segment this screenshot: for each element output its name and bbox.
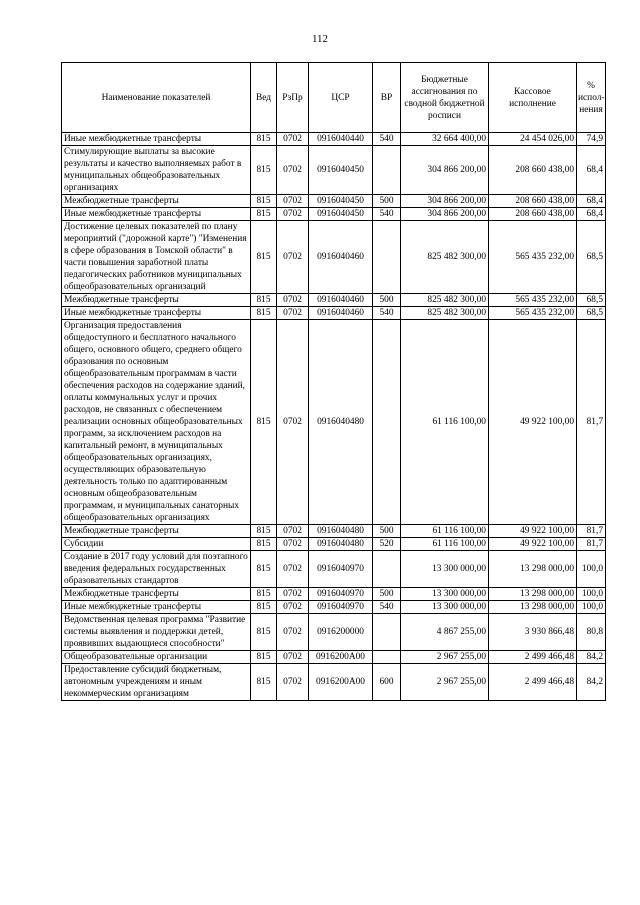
row-csr: 0916040440 [309, 133, 373, 146]
row-csr: 0916200000 [309, 614, 373, 651]
header-vr: ВР [373, 63, 401, 133]
row-csr: 0916040480 [309, 538, 373, 551]
row-name: Организация предоставления общедоступного и бесплатного начального общего, основного общего, среднего общего образования по основным общеобразовательным программам в части обеспечения расходов на содержание зданий, оплаты коммунальных услуг и прочих расходов, не связанных с обеспечением реализации основных общеобразовательных программ, за исключением расходов на капитальный ремонт, в муниципальных общеобразовательных организациях, осуществляющих образовательную деятельность только по адаптированным основным общеобразовательным программам, и муниципальных санаторных общеобразовательных организациях [62, 320, 251, 525]
table-row [62, 208, 606, 221]
table-row [62, 551, 606, 588]
row-name: Иные межбюджетные трансферты [62, 133, 251, 146]
row-budget: 61 116 100,00 [401, 320, 489, 525]
row-name: Стимулирующие выплаты за высокие результаты и качество выполняемых работ в муниципальных общеобразовательных организациях [62, 146, 251, 195]
row-vr [373, 146, 401, 195]
row-cash: 13 298 000,00 [489, 551, 577, 588]
row-ved: 815 [251, 195, 277, 208]
row-ved: 815 [251, 601, 277, 614]
row-budget: 825 482 300,00 [401, 294, 489, 307]
header-ved: Вед [251, 63, 277, 133]
table-row [62, 588, 606, 601]
row-ved: 815 [251, 651, 277, 664]
row-cash: 2 499 466,48 [489, 664, 577, 701]
row-ved: 815 [251, 538, 277, 551]
row-cash: 2 499 466,48 [489, 651, 577, 664]
table-row [62, 320, 606, 525]
row-vr: 540 [373, 601, 401, 614]
row-ved: 815 [251, 664, 277, 701]
row-pct: 81,7 [577, 538, 606, 551]
row-vr: 500 [373, 588, 401, 601]
row-cash: 208 660 438,00 [489, 146, 577, 195]
row-budget: 825 482 300,00 [401, 307, 489, 320]
table-row [62, 221, 606, 294]
row-ved: 815 [251, 133, 277, 146]
row-name: Достижение целевых показателей по плану мероприятий ("дорожной карте") "Изменения в сфере образования в Томской области" в части повышения заработной платы педагогических работников муниципальных общеобразовательных организаций [62, 221, 251, 294]
row-vr: 500 [373, 294, 401, 307]
row-csr: 0916040460 [309, 221, 373, 294]
row-pct: 100,0 [577, 551, 606, 588]
row-csr: 0916040970 [309, 588, 373, 601]
row-pct: 84,2 [577, 664, 606, 701]
row-budget: 2 967 255,00 [401, 664, 489, 701]
row-rzpr: 0702 [277, 588, 309, 601]
row-csr: 0916040970 [309, 601, 373, 614]
row-pct: 80,8 [577, 614, 606, 651]
row-rzpr: 0702 [277, 538, 309, 551]
row-budget: 13 300 000,00 [401, 601, 489, 614]
table-row [62, 195, 606, 208]
row-vr [373, 614, 401, 651]
row-rzpr: 0702 [277, 601, 309, 614]
row-rzpr: 0702 [277, 195, 309, 208]
row-rzpr: 0702 [277, 320, 309, 525]
row-csr: 0916040480 [309, 525, 373, 538]
row-budget: 32 664 400,00 [401, 133, 489, 146]
row-cash: 49 922 100,00 [489, 320, 577, 525]
header-pct: % испол-нения [577, 63, 606, 133]
table-row [62, 133, 606, 146]
row-vr: 500 [373, 195, 401, 208]
row-pct: 84,2 [577, 651, 606, 664]
row-pct: 68,5 [577, 307, 606, 320]
header-rzpr: РзПр [277, 63, 309, 133]
row-csr: 0916040460 [309, 307, 373, 320]
row-budget: 304 866 200,00 [401, 208, 489, 221]
row-csr: 0916040450 [309, 208, 373, 221]
row-budget: 61 116 100,00 [401, 525, 489, 538]
row-budget: 13 300 000,00 [401, 551, 489, 588]
row-ved: 815 [251, 294, 277, 307]
row-rzpr: 0702 [277, 133, 309, 146]
row-csr: 0916200А00 [309, 651, 373, 664]
row-pct: 81,7 [577, 525, 606, 538]
row-budget: 304 866 200,00 [401, 195, 489, 208]
row-rzpr: 0702 [277, 664, 309, 701]
row-cash: 3 930 866,48 [489, 614, 577, 651]
row-pct: 68,4 [577, 208, 606, 221]
table-row [62, 664, 606, 701]
row-rzpr: 0702 [277, 651, 309, 664]
row-rzpr: 0702 [277, 221, 309, 294]
row-budget: 4 867 255,00 [401, 614, 489, 651]
row-ved: 815 [251, 146, 277, 195]
table-row [62, 601, 606, 614]
row-vr: 600 [373, 664, 401, 701]
row-cash: 49 922 100,00 [489, 525, 577, 538]
row-cash: 13 298 000,00 [489, 601, 577, 614]
row-pct: 68,4 [577, 195, 606, 208]
row-cash: 565 435 232,00 [489, 221, 577, 294]
row-cash: 24 454 026,00 [489, 133, 577, 146]
budget-table [61, 62, 606, 701]
row-pct: 68,5 [577, 221, 606, 294]
row-name: Иные межбюджетные трансферты [62, 208, 251, 221]
header-name: Наименование показателей [62, 63, 251, 133]
row-vr [373, 551, 401, 588]
row-rzpr: 0702 [277, 294, 309, 307]
row-ved: 815 [251, 614, 277, 651]
row-budget: 13 300 000,00 [401, 588, 489, 601]
table-row [62, 307, 606, 320]
row-name: Общеобразовательные организации [62, 651, 251, 664]
row-name: Предоставление субсидий бюджетным, автономным учреждениям и иным некоммерческим организациям [62, 664, 251, 701]
row-pct: 81,7 [577, 320, 606, 525]
row-ved: 815 [251, 320, 277, 525]
row-vr [373, 221, 401, 294]
row-name: Создание в 2017 году условий для поэтапного введения федеральных государственных образовательных стандартов [62, 551, 251, 588]
header-row [62, 63, 606, 133]
row-ved: 815 [251, 551, 277, 588]
row-csr: 0916040460 [309, 294, 373, 307]
row-rzpr: 0702 [277, 525, 309, 538]
row-budget: 304 866 200,00 [401, 146, 489, 195]
row-name: Межбюджетные трансферты [62, 294, 251, 307]
row-rzpr: 0702 [277, 146, 309, 195]
row-csr: 0916040480 [309, 320, 373, 525]
table-row [62, 525, 606, 538]
row-name: Субсидии [62, 538, 251, 551]
row-rzpr: 0702 [277, 614, 309, 651]
row-budget: 825 482 300,00 [401, 221, 489, 294]
row-csr: 0916040450 [309, 146, 373, 195]
row-name: Межбюджетные трансферты [62, 525, 251, 538]
row-name: Ведомственная целевая программа "Развитие системы выявления и поддержки детей, проявивших выдающиеся способности" [62, 614, 251, 651]
table-row [62, 538, 606, 551]
row-pct: 100,0 [577, 588, 606, 601]
row-name: Межбюджетные трансферты [62, 195, 251, 208]
row-budget: 2 967 255,00 [401, 651, 489, 664]
header-csr: ЦСР [309, 63, 373, 133]
row-cash: 565 435 232,00 [489, 307, 577, 320]
row-vr: 500 [373, 525, 401, 538]
row-name: Иные межбюджетные трансферты [62, 307, 251, 320]
row-vr: 540 [373, 208, 401, 221]
row-vr [373, 320, 401, 525]
row-ved: 815 [251, 221, 277, 294]
row-vr: 540 [373, 307, 401, 320]
row-pct: 68,5 [577, 294, 606, 307]
row-csr: 0916040450 [309, 195, 373, 208]
row-rzpr: 0702 [277, 208, 309, 221]
row-pct: 74,9 [577, 133, 606, 146]
row-ved: 815 [251, 208, 277, 221]
row-cash: 13 298 000,00 [489, 588, 577, 601]
header-budget: Бюджетные ассигнования по сводной бюджетной росписи [401, 63, 489, 133]
row-ved: 815 [251, 588, 277, 601]
row-csr: 0916200А00 [309, 664, 373, 701]
row-cash: 208 660 438,00 [489, 195, 577, 208]
table-row [62, 294, 606, 307]
row-ved: 815 [251, 307, 277, 320]
row-vr [373, 651, 401, 664]
page-number: 112 [311, 33, 329, 45]
row-rzpr: 0702 [277, 551, 309, 588]
row-pct: 100,0 [577, 601, 606, 614]
row-vr: 520 [373, 538, 401, 551]
row-csr: 0916040970 [309, 551, 373, 588]
row-pct: 68,4 [577, 146, 606, 195]
row-name: Иные межбюджетные трансферты [62, 601, 251, 614]
row-cash: 565 435 232,00 [489, 294, 577, 307]
header-cash: Кассовое исполнение [489, 63, 577, 133]
row-budget: 61 116 100,00 [401, 538, 489, 551]
row-cash: 208 660 438,00 [489, 208, 577, 221]
table-row [62, 146, 606, 195]
row-vr: 540 [373, 133, 401, 146]
table-body [62, 133, 606, 701]
table-row [62, 651, 606, 664]
row-cash: 49 922 100,00 [489, 538, 577, 551]
table-row [62, 614, 606, 651]
row-name: Межбюджетные трансферты [62, 588, 251, 601]
row-ved: 815 [251, 525, 277, 538]
row-rzpr: 0702 [277, 307, 309, 320]
